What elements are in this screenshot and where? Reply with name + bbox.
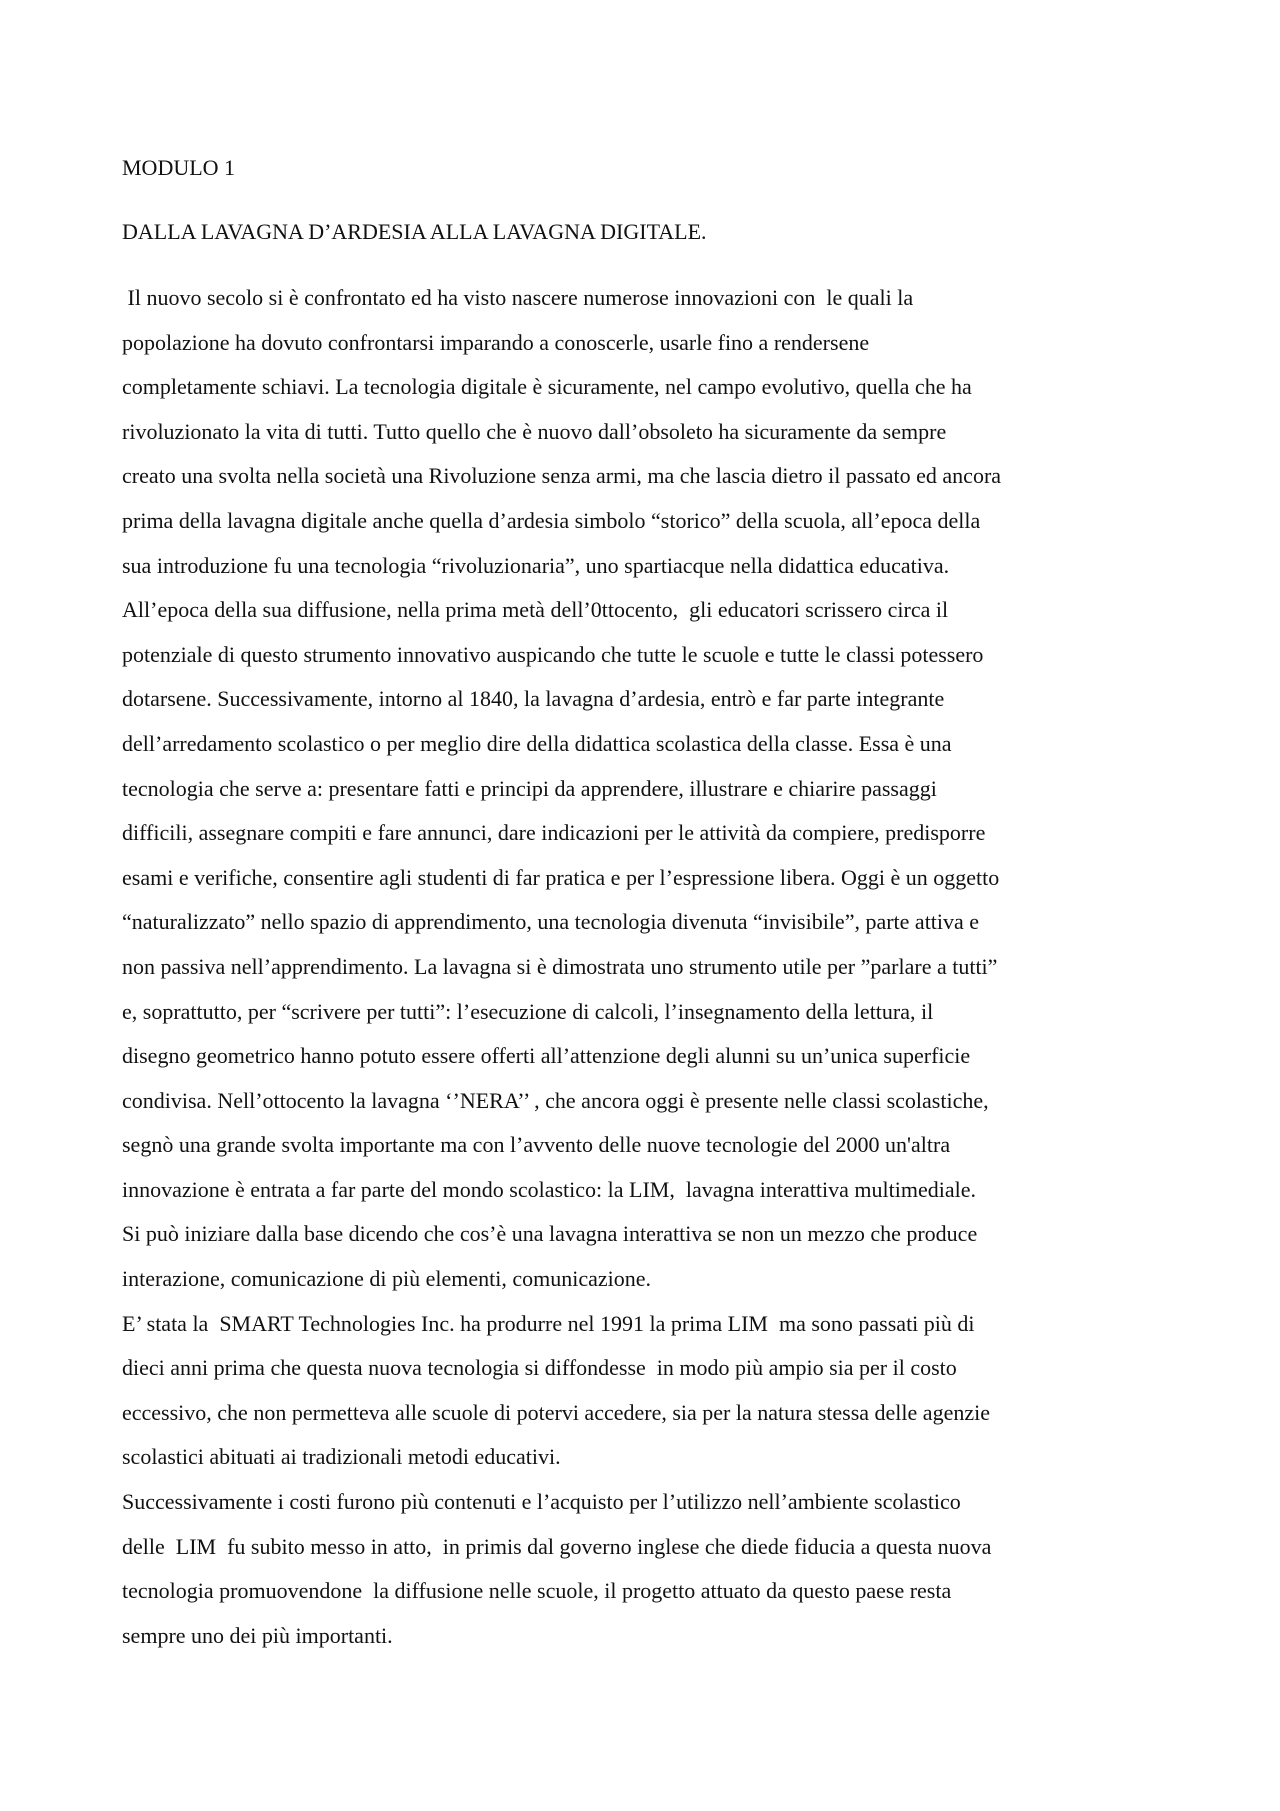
text-line: scolastici abituati ai tradizionali metodi educativi. xyxy=(122,1444,561,1470)
text-line: difficili, assegnare compiti e fare annunci, dare indicazioni per le attività da compiere, predisporre xyxy=(122,820,986,846)
text-line: prima della lavagna digitale anche quella d’ardesia simbolo “storico” della scuola, all’epoca della xyxy=(122,507,981,533)
text-line: “naturalizzato” nello spazio di apprendimento, una tecnologia divenuta “invisibile”, parte attiva e xyxy=(122,909,980,935)
text-line: Si può iniziare dalla base dicendo che cos’è una lavagna interattiva se non un mezzo che produce xyxy=(122,1221,978,1247)
text-line: dell’arredamento scolastico o per meglio dire della didattica scolastica della classe. Essa è una xyxy=(122,730,952,756)
text-line: non passiva nell’apprendimento. La lavagna si è dimostrata uno strumento utile per ”parlare a tutti” xyxy=(122,953,998,979)
text-line: Successivamente i costi furono più contenuti e l’acquisto per l’utilizzo nell’ambiente scolastico xyxy=(122,1489,961,1515)
text-line: e, soprattutto, per “scrivere per tutti”: l’esecuzione di calcoli, l’insegnamento della lettura, il xyxy=(122,998,934,1024)
text-line: rivoluzionato la vita di tutti. Tutto quello che è nuovo dall’obsoleto ha sicuramente da sempre xyxy=(122,418,947,444)
text-line: sua introduzione fu una tecnologia “rivoluzionaria”, uno spartiacque nella didattica educativa. xyxy=(122,552,950,578)
body-text xyxy=(122,280,1162,1662)
text-line: dotarsene. Successivamente, intorno al 1840, la lavagna d’ardesia, entrò e far parte integrante xyxy=(122,686,945,712)
text-line: segnò una grande svolta importante ma con l’avvento delle nuove tecnologie del 2000 un'altra xyxy=(122,1132,951,1158)
text-line: dieci anni prima che questa nuova tecnologia si diffondesse in modo più ampio sia per il costo xyxy=(122,1355,957,1381)
text-line: esami e verifiche, consentire agli studenti di far pratica e per l’espressione libera. Oggi è un oggetto xyxy=(122,864,1000,890)
text-line: interazione, comunicazione di più elementi, comunicazione. xyxy=(122,1266,652,1292)
text-line: Il nuovo secolo si è confrontato ed ha visto nascere numerose innovazioni con le quali la xyxy=(122,285,914,310)
text-line: eccessivo, che non permetteva alle scuole di potervi accedere, sia per la natura stessa delle agenzie xyxy=(122,1399,990,1425)
document-content xyxy=(122,150,1162,1662)
text-line: completamente schiavi. La tecnologia digitale è sicuramente, nel campo evolutivo, quella che ha xyxy=(122,374,972,400)
text-line: disegno geometrico hanno potuto essere offerti all’attenzione degli alunni su un’unica superficie xyxy=(122,1043,971,1069)
text-line: sempre uno dei più importanti. xyxy=(122,1622,393,1648)
text-line: E’ stata la SMART Technologies Inc. ha produrre nel 1991 la prima LIM ma sono passati più di xyxy=(122,1310,975,1336)
text-line: All’epoca della sua diffusione, nella prima metà dell’0ttocento, gli educatori scrissero circa il xyxy=(122,597,949,623)
text-line: condivisa. Nell’ottocento la lavagna ‘’NERA’’ , che ancora oggi è presente nelle classi scolastiche, xyxy=(122,1087,989,1113)
text-line: tecnologia promuovendone la diffusione nelle scuole, il progetto attuato da questo paese resta xyxy=(122,1578,952,1604)
text-line: innovazione è entrata a far parte del mondo scolastico: la LIM, lavagna interattiva multimediale. xyxy=(122,1176,977,1202)
text-line: delle LIM fu subito messo in atto, in primis dal governo inglese che diede fiducia a questa nuova xyxy=(122,1533,992,1559)
text-line: popolazione ha dovuto confrontarsi imparando a conoscerle, usarle fino a rendersene xyxy=(122,329,870,355)
text-line: potenziale di questo strumento innovativo auspicando che tutte le scuole e tutte le classi potessero xyxy=(122,641,984,667)
text-line: tecnologia che serve a: presentare fatti e principi da apprendere, illustrare e chiarire passaggi xyxy=(122,775,937,801)
document-title: DALLA LAVAGNA D’ARDESIA ALLA LAVAGNA DIGITALE. xyxy=(122,219,707,244)
text-line: creato una svolta nella società una Rivoluzione senza armi, ma che lascia dietro il passato ed ancora xyxy=(122,463,1002,489)
module-label: MODULO 1 xyxy=(122,155,236,180)
